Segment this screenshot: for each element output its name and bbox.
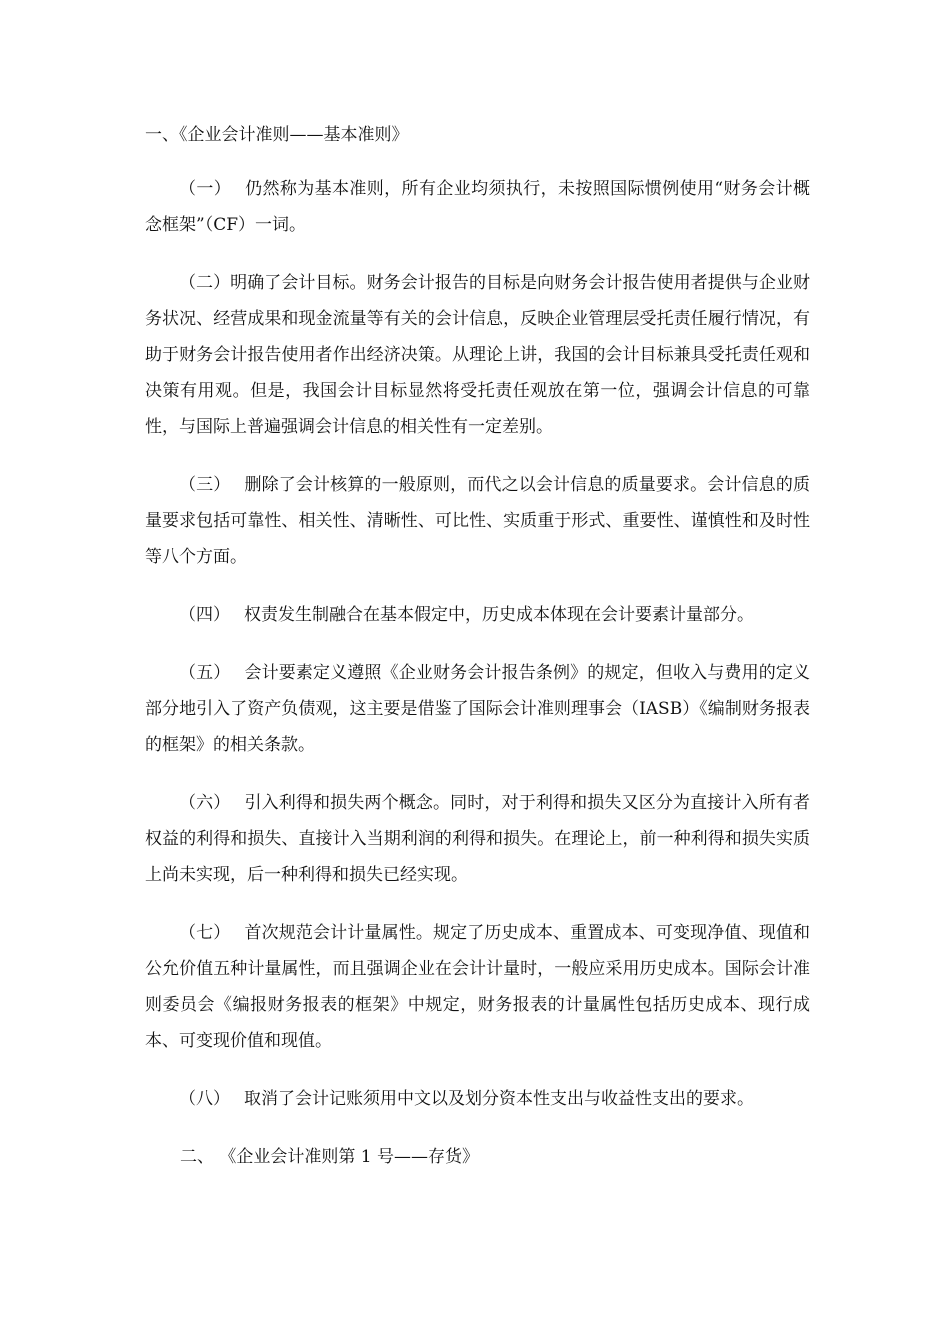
paragraph-7-marker: （七） xyxy=(179,923,231,943)
paragraph-3-marker: （三） xyxy=(179,475,231,495)
paragraph-5-text: 会计要素定义遵照《企业财务会计报告条例》的规定，但收入与费用的定义部分地引入了资产负债观，这主要是借鉴了国际会计准则理事会（IASB）《编制财务报表的框架》的相关条款。 xyxy=(145,663,811,755)
paragraph-4 xyxy=(145,597,810,633)
paragraph-1-marker: （一） xyxy=(179,179,232,199)
paragraph-4-marker: （四） xyxy=(179,605,230,625)
paragraph-1 xyxy=(145,171,810,243)
paragraph-6 xyxy=(145,785,810,893)
document-body xyxy=(145,117,810,1175)
paragraph-3-text: 删除了会计核算的一般原则，而代之以会计信息的质量要求。会计信息的质量要求包括可靠性、相关性、清晰性、可比性、实质重于形式、重要性、谨慎性和及时性等八个方面。 xyxy=(145,475,811,567)
paragraph-8 xyxy=(145,1081,810,1117)
paragraph-2-text: 明确了会计目标。财务会计报告的目标是向财务会计报告使用者提供与企业财务状况、经营成果和现金流量等有关的会计信息，反映企业管理层受托责任履行情况，有助于财务会计报告使用者作出经济决策。从理论上讲，我国的会计目标兼具受托责任观和决策有用观。但是，我国会计目标显然将受托责任观放在第一位，强调会计信息的可靠性，与国际上普遍强调会计信息的相关性有一定差别。 xyxy=(145,273,811,437)
paragraph-8-marker: （八） xyxy=(179,1089,230,1109)
section-1-heading: 一、《企业会计准则——基本准则》 xyxy=(145,125,409,145)
paragraph-6-text: 引入利得和损失两个概念。同时，对于利得和损失又区分为直接计入所有者权益的利得和损失、直接计入当期利润的利得和损失。在理论上，前一种利得和损失实质上尚未实现，后一种利得和损失已经实现。 xyxy=(145,793,811,885)
paragraph-2-marker: （二） xyxy=(179,273,231,293)
paragraph-7-text: 首次规范会计计量属性。规定了历史成本、重置成本、可变现净值、现值和公允价值五种计量属性，而且强调企业在会计计量时，一般应采用历史成本。国际会计准则委员会《编报财务报表的框架》中规定，财务报表的计量属性包括历史成本、现行成本、可变现价值和现值。 xyxy=(145,923,811,1051)
paragraph-5 xyxy=(145,655,810,763)
paragraph-2 xyxy=(145,265,810,445)
paragraph-6-marker: （六） xyxy=(179,793,231,813)
paragraph-8-text: 取消了会计记账须用中文以及划分资本性支出与收益性支出的要求。 xyxy=(244,1089,754,1109)
paragraph-3 xyxy=(145,467,810,575)
paragraph-7 xyxy=(145,915,810,1059)
section-2-heading: 二、 《企业会计准则第 1 号——存货》 xyxy=(180,1147,480,1167)
paragraph-1-text: 仍然称为基本准则，所有企业均须执行，未按照国际惯例使用“财务会计概念框架”（CF）一词。 xyxy=(145,179,810,235)
paragraph-5-marker: （五） xyxy=(179,663,231,683)
paragraph-4-text: 权责发生制融合在基本假定中，历史成本体现在会计要素计量部分。 xyxy=(244,605,754,625)
